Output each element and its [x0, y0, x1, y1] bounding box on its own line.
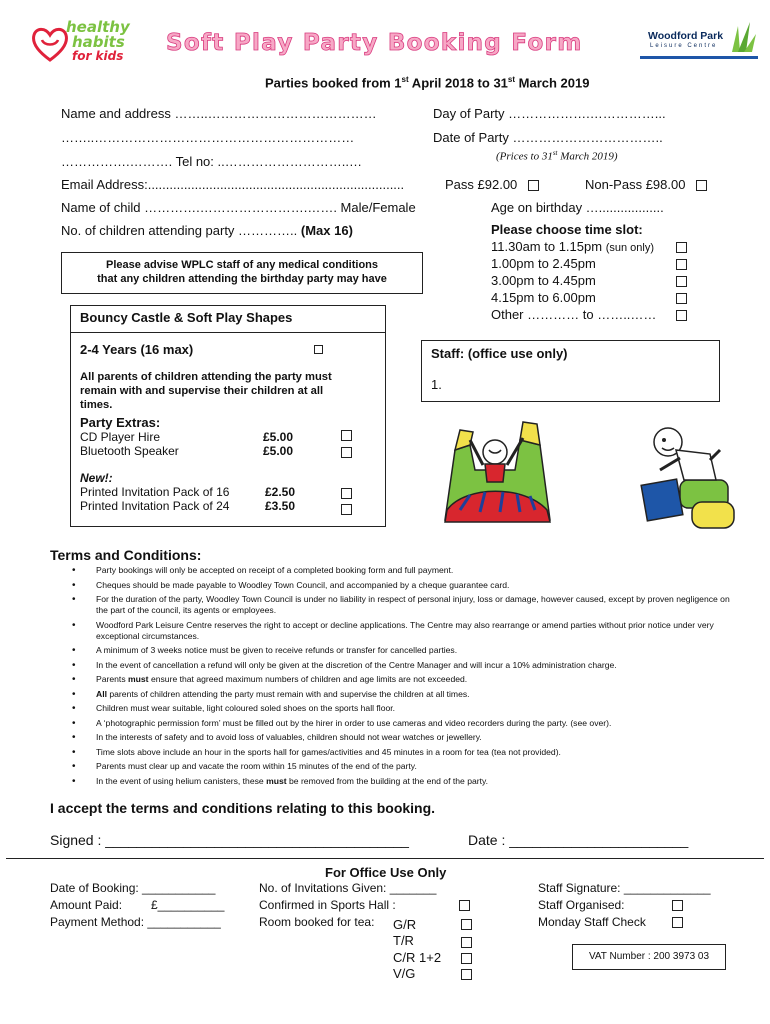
term-item: • Parents must clear up and vacate the room within 15 minutes of the end of the party. — [72, 761, 732, 772]
monday-check-label: Monday Staff Check — [538, 915, 646, 929]
confirmed-sports-hall-checkbox[interactable] — [459, 900, 470, 911]
subtitle: Parties booked from 1st April 2018 to 31st March 2019 — [265, 75, 590, 91]
logo-text-healthy: healthy — [66, 18, 130, 36]
address-line-2[interactable]: ……..…………………………………………………… — [61, 130, 355, 145]
term-item: • Woodford Park Leisure Centre reserves the right to accept or decline applications. The Centre may also rearrange or amend parties without prior notice under very exceptional circumstances. — [72, 620, 732, 642]
page-title: Soft Play Party Booking Form — [166, 30, 583, 56]
time-slot-3[interactable]: 3.00pm to 4.45pm — [491, 273, 691, 290]
signature-field[interactable]: Signed : _______________________________________ — [50, 832, 409, 848]
term-item: • For the duration of the party, Woodley Town Council is under no liability in respect of personal injury, loss or damage, however caused, except by proven negligence on the part of the council, its agents or employees. — [72, 594, 732, 616]
prices-note: (Prices to 31st March 2019) — [496, 149, 618, 163]
woodford-park-logo — [640, 26, 760, 62]
tel-field[interactable]: …………….………. Tel no: ..………………………..… — [61, 154, 362, 169]
non-pass-option[interactable]: Non-Pass £98.00 — [585, 177, 707, 192]
parent-supervision-note: All parents of children attending the party must remain with and supervise their children at all times. — [80, 371, 332, 411]
child-name-field[interactable]: Name of child ………….…………………….……. Male/Female — [61, 200, 416, 215]
monday-check-checkbox[interactable] — [672, 917, 683, 928]
term-item: • In the interests of safety and to avoid loss of valuables, children should not wear watches or jewellery. — [72, 732, 732, 743]
date-of-party-field[interactable]: Date of Party …………………………….. — [433, 130, 663, 145]
logo-text-habits: habits — [72, 33, 125, 51]
cd-player-checkbox[interactable] — [341, 430, 352, 441]
term-item: • Time slots above include an hour in the sports hall for games/activities and 45 minutes in a room for tea (tea not provided). — [72, 747, 732, 758]
vat-number: VAT Number : 200 3973 03 — [588, 951, 710, 962]
room-gr-checkbox[interactable] — [461, 919, 472, 930]
room-option-vg[interactable]: V/G — [393, 966, 416, 981]
term-item: • In the event of cancellation a refund will only be given at the discretion of the Centre Manager and will incur a 10% administration charge. — [72, 660, 732, 671]
staff-organised-label: Staff Organised: — [538, 898, 625, 912]
sign-date-field[interactable]: Date : _______________________ — [468, 832, 689, 848]
accept-terms-statement: I accept the terms and conditions relating to this booking. — [50, 800, 436, 816]
terms-heading: Terms and Conditions: — [50, 547, 202, 563]
invitations-given-field[interactable]: No. of Invitations Given: _______ — [259, 881, 437, 895]
invite-24-checkbox[interactable] — [341, 504, 352, 515]
logo-text-for-kids: for kids — [72, 49, 124, 63]
healthy-habits-logo — [30, 18, 130, 72]
terms-list — [72, 565, 732, 790]
speaker-checkbox[interactable] — [341, 447, 352, 458]
payment-method-field[interactable]: Payment Method: ___________ — [50, 915, 221, 929]
age-group-option[interactable]: 2-4 Years (16 max) — [80, 342, 194, 357]
time-slot-2[interactable]: 1.00pm to 2.45pm — [491, 256, 691, 273]
extra-item-invite-24[interactable]: Printed Invitation Pack of 24 £3.50 — [80, 499, 370, 513]
staff-item[interactable]: 1. — [431, 377, 442, 392]
time-slot-4-checkbox[interactable] — [676, 293, 687, 304]
logo-text-woodford-park: Woodford Park — [648, 30, 724, 42]
extras-heading: Party Extras: — [80, 415, 161, 430]
children-count-field[interactable]: No. of children attending party ………….. (Max 16) — [61, 223, 353, 238]
room-vg-checkbox[interactable] — [461, 969, 472, 980]
term-item: • A minimum of 3 weeks notice must be given to receive refunds or transfer for cancelled parties. — [72, 645, 732, 656]
confirmed-sports-hall: Confirmed in Sports Hall : — [259, 898, 396, 912]
heart-icon — [30, 24, 70, 64]
invite-16-checkbox[interactable] — [341, 488, 352, 499]
age-birthday-field[interactable]: Age on birthday ….................. — [491, 200, 664, 215]
room-option-gr[interactable]: G/R — [393, 917, 417, 932]
time-slot-1[interactable]: 11.30am to 1.15pm (sun only) — [491, 239, 691, 256]
amount-paid-field[interactable]: Amount Paid: £__________ — [50, 898, 225, 912]
staff-box — [421, 340, 720, 402]
time-slot-4[interactable]: 4.15pm to 6.00pm — [491, 290, 691, 307]
pass-option[interactable]: Pass £92.00 — [445, 177, 539, 192]
extra-item-cd[interactable]: CD Player Hire £5.00 — [80, 430, 370, 444]
room-booked-label: Room booked for tea: — [259, 915, 375, 929]
time-slot-heading: Please choose time slot: — [491, 222, 643, 237]
term-item: • Parents must ensure that agreed maximum numbers of children and age limits are not exceeded. — [72, 674, 732, 685]
bouncy-heading: Bouncy Castle & Soft Play Shapes — [80, 310, 293, 325]
extra-item-speaker[interactable]: Bluetooth Speaker £5.00 — [80, 444, 370, 458]
soft-play-illustration — [640, 420, 740, 530]
medical-notice: Please advise WPLC staff of any medical conditions that any children attending the birthday party may have — [61, 252, 423, 294]
room-option-cr[interactable]: C/R 1+2 — [393, 950, 442, 965]
room-option-tr[interactable]: T/R — [393, 933, 414, 948]
term-item: • Children must wear suitable, light coloured soled shoes on the sports hall floor. — [72, 703, 732, 714]
term-item: • A ‘photographic permission form’ must be filled out by the hirer in order to use cameras and video recorders during the party. (see over). — [72, 718, 732, 729]
date-of-booking-field[interactable]: Date of Booking: ___________ — [50, 881, 216, 895]
staff-signature-field[interactable]: Staff Signature: _____________ — [538, 881, 711, 895]
non-pass-checkbox[interactable] — [696, 180, 707, 191]
staff-heading: Staff: (office use only) — [431, 346, 568, 361]
pass-checkbox[interactable] — [528, 180, 539, 191]
room-tr-checkbox[interactable] — [461, 937, 472, 948]
term-item: • In the event of using helium canisters, these must be removed from the building at the end of the party. — [72, 776, 732, 787]
term-item: • Cheques should be made payable to Woodley Town Council, and accompanied by a cheque guarantee card. — [72, 580, 732, 591]
bouncy-castle-illustration — [425, 410, 565, 530]
grass-icon — [728, 20, 758, 54]
term-item: • All parents of children attending the party must remain with and supervise the children at all times. — [72, 689, 732, 700]
vat-number-box — [572, 944, 726, 970]
party-extras-box — [70, 414, 386, 527]
time-slot-2-checkbox[interactable] — [676, 259, 687, 270]
office-heading: For Office Use Only — [325, 865, 447, 880]
logo-text-leisure-centre: Leisure Centre — [650, 43, 718, 49]
term-item: • Party bookings will only be accepted on receipt of a completed booking form and full payment. — [72, 565, 732, 576]
day-of-party-field[interactable]: Day of Party ……………….……………... — [433, 106, 666, 121]
age-group-checkbox[interactable] — [314, 345, 323, 354]
time-slot-3-checkbox[interactable] — [676, 276, 687, 287]
room-cr-checkbox[interactable] — [461, 953, 472, 964]
new-heading: New!: — [80, 471, 113, 485]
time-slot-other-checkbox[interactable] — [676, 310, 687, 321]
time-slot-other[interactable]: Other ………… to ……..…… — [491, 307, 691, 324]
staff-organised-checkbox[interactable] — [672, 900, 683, 911]
email-field[interactable]: Email Address:....................................................................... — [61, 177, 405, 192]
time-slot-1-checkbox[interactable] — [676, 242, 687, 253]
name-address-field[interactable]: Name and address ……..………………………………… — [61, 106, 377, 121]
bouncy-castle-box — [70, 305, 386, 417]
office-divider — [6, 858, 764, 859]
time-slot-list — [491, 239, 691, 324]
extra-item-invite-16[interactable]: Printed Invitation Pack of 16 £2.50 — [80, 485, 370, 499]
